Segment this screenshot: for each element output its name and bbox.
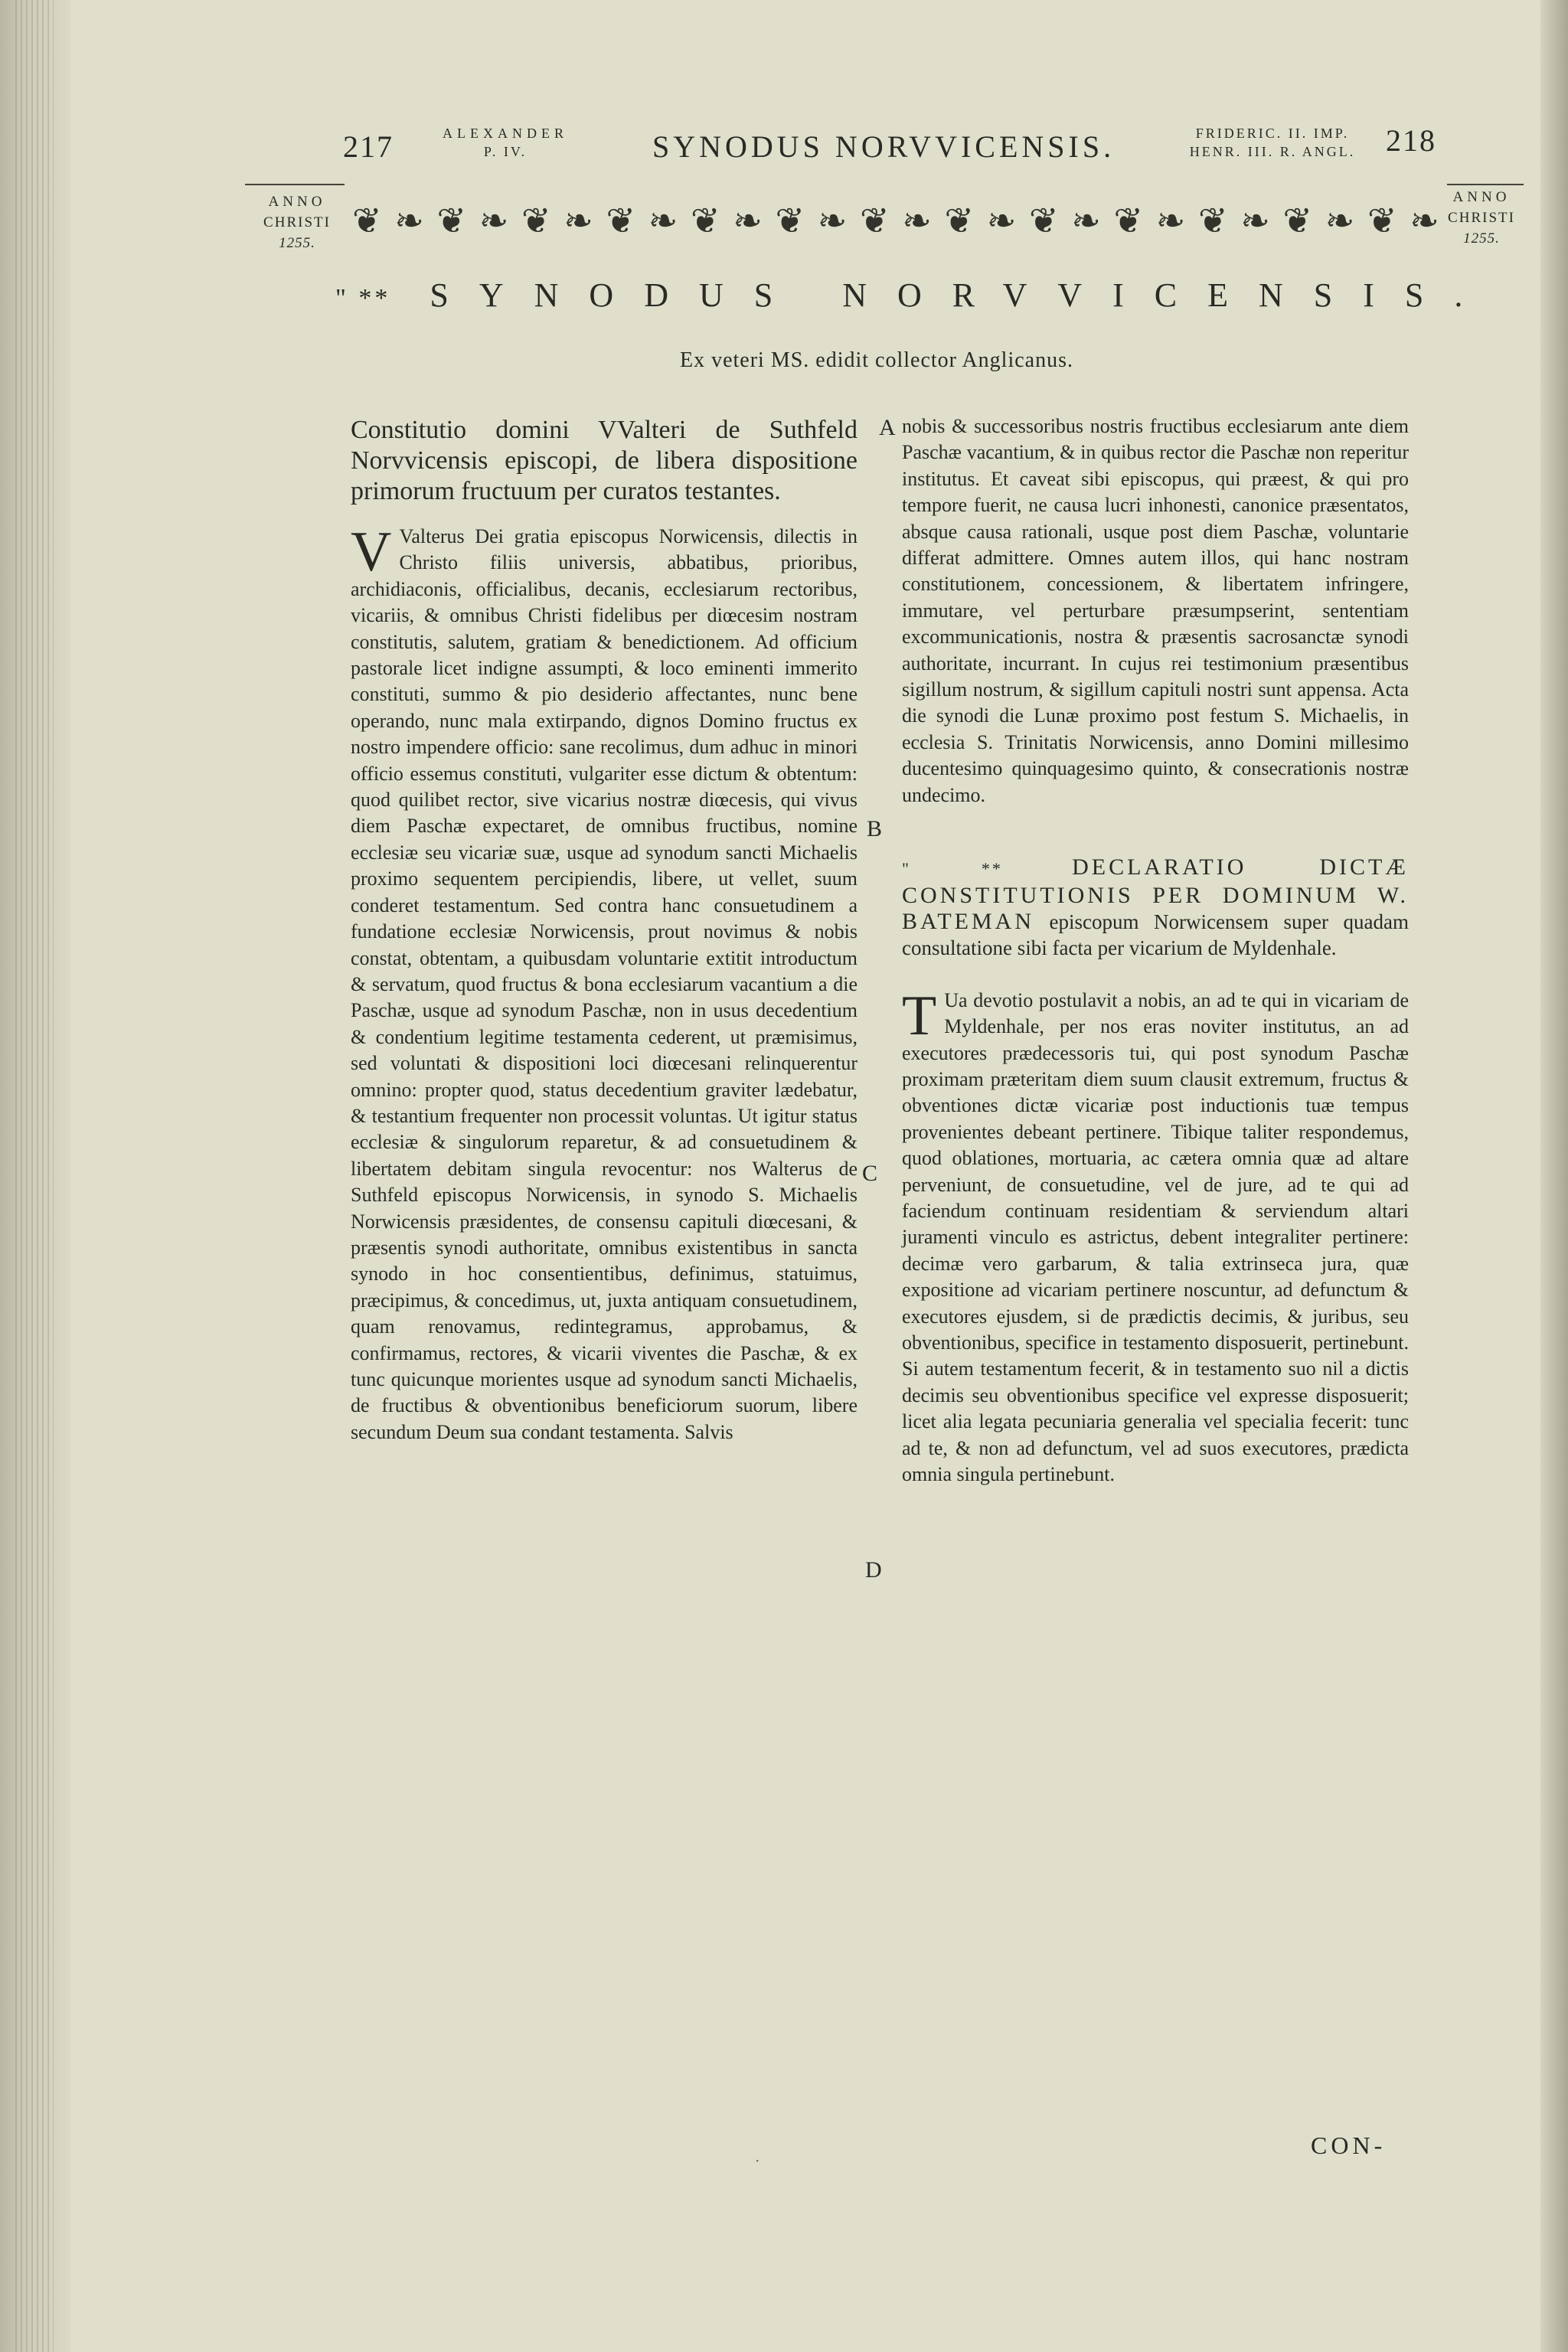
fleuron-icon: ❦	[1367, 200, 1397, 241]
margin-anno-left: ANNO	[268, 194, 326, 210]
fleuron-icon: ❦	[860, 200, 890, 241]
fleuron-icon: ❧	[1071, 200, 1101, 241]
fleuron-icon: ❦	[436, 200, 467, 241]
running-title: SYNODUS NORVVICENSIS.	[652, 129, 1116, 164]
fleuron-icon: ❧	[564, 200, 593, 241]
paper-speck: ·	[755, 2151, 760, 2170]
fleuron-icon: ❦	[606, 200, 636, 241]
title-text: SYNODUS NORVVICENSIS.	[430, 276, 1494, 314]
fleuron-icon: ❦	[691, 200, 720, 241]
main-title	[335, 276, 1494, 315]
fleuron-icon: ❦	[944, 200, 975, 241]
margin-year-left	[243, 191, 351, 253]
constitution-heading: Constitutio domini VValteri de Suthfeld Norvvicensis episcopi, de libera dispositione primorum fructuum per curatos testantes.	[351, 416, 858, 505]
fleuron-icon: ❦	[1198, 200, 1228, 241]
dropcap-t: T	[902, 984, 937, 1047]
section-letter-b: B	[867, 816, 883, 841]
declaration-text: Ua devotio postulavit a nobis, an ad te qui in vicariam de Myldenhale, per nos eras noviter institutus, an ad executores prædecessoris tui, qui post synodum Paschæ proximam præteritam diem suum clausit extremum, fructus & obventiones dictæ vicariæ post inductionis tuæ tempus provenientes debeant pertinere. Tibique taliter respondemus, quod oblationes, mortuaria, ac cætera omnia quæ ad altare perveniunt, de consuetudine, vel de jure, ad te qui ad faciendum continuam residentiam & serviendum altari juramenti vinculo es astrictus, debent integraliter pertinere: decimæ vero garbarum, & talia extrinseca jura, quæ expositione ad vicariam pertinere noscuntur, ad defunctum & executores ejusdem, si de prædictis decimis, & juribus, seu obventionibus, specifice in testamento disposuerit, pertinebunt. Si autem testamentum fecerit, & in testamento suo nil a dictis decimis seu obventionibus specifice vel expresse disposuerit; licet alia legata pecuniaria generalia vel specialia fecerit: tunc ad te, & non ad defunctum, vel ad suos executores, prædicta omnia singula pertinebunt.	[902, 988, 1409, 1486]
fleuron-icon: ❧	[986, 200, 1017, 241]
fleuron-icon: ❧	[902, 200, 932, 241]
fleuron-icon: ❦	[352, 200, 382, 241]
fleuron-icon: ❦	[1113, 200, 1144, 241]
fleuron-icon: ❧	[733, 200, 763, 241]
fleuron-icon: ❦	[1029, 200, 1059, 241]
catchword: CON-	[1311, 2132, 1387, 2159]
declaration-heading	[902, 854, 1409, 962]
fleuron-icon: ❦	[521, 200, 551, 241]
king-name: HENR. III. R. ANGL.	[1189, 144, 1356, 159]
dropcap-v: V	[351, 521, 392, 583]
margin-christi-left: CHRISTI	[263, 214, 331, 230]
declaration-body	[902, 984, 1409, 1488]
right-column	[902, 413, 1409, 1488]
book-spine-edge	[0, 0, 70, 2352]
margin-year-value-right: 1255.	[1463, 230, 1500, 247]
page-number-right: 218	[1386, 123, 1436, 158]
section-letter-a: A	[879, 415, 896, 440]
page-number-left: 217	[343, 129, 394, 164]
margin-anno-right: ANNO	[1452, 189, 1511, 205]
fleuron-icon: ❧	[817, 200, 848, 241]
margin-year-right	[1439, 187, 1524, 249]
fleuron-icon: ❧	[394, 200, 424, 241]
fleuron-icon: ❧	[479, 200, 509, 241]
constitution-continuation: nobis & successoribus nostris fructibus ecclesiarum ante diem Paschæ vacantium, & in quibus rector die Paschæ non reperitur institutus. Et caveat sibi episcopus, qui præest, & qui pro tempore fuerit, ne causa lucri inhonesti, canonice præsentatos, absque causa rationali, usque post diem Paschæ, voluntarie differat admittere. Omnes autem illos, qui hanc nostram constitutionem, concessionem, & libertatem infringere, immutare, vel perturbare præsumpserint, sententiam excommunicationis, nostra & præsentis sacrosanctæ synodi authoritate, incurrant. In cujus rei testimonium præsentibus sigillum nostrum, & sigillum capituli nostri sunt appensa. Acta die synodi die Lunæ proximo post festum S. Michaelis, in ecclesia S. Trinitatis Norwicensis, anno Domini millesimo ducentesimo quinquagesimo quinto, & consecrationis nostræ undecimo.	[902, 415, 1409, 806]
constitution-body	[351, 521, 858, 1446]
margin-rule-left	[245, 184, 345, 185]
declaration-title: DECLARATIO DICTÆ CONSTITUTIONIS PER DOMINUM W. BATEMAN	[902, 854, 1409, 934]
section-letter-d: D	[865, 1557, 882, 1583]
fleuron-icon: ❧	[1325, 200, 1355, 241]
margin-christi-right: CHRISTI	[1448, 210, 1515, 226]
pope-name: ALEXANDER	[443, 126, 568, 141]
page-right-edge	[1540, 0, 1568, 2352]
emperor-name: FRIDERIC. II. IMP.	[1195, 126, 1350, 141]
fleuron-icon: ❧	[1240, 200, 1270, 241]
fleuron-icon: ❧	[1155, 200, 1186, 241]
ornamental-border	[352, 198, 1439, 243]
source-note: Ex veteri MS. edidit collector Anglicanus.	[679, 348, 1073, 372]
fleuron-icon: ❦	[775, 200, 805, 241]
constitution-text: Valterus Dei gratia episcopus Norwicensis, dilectis in Christo filiis universis, abbatibus, prioribus, archidiaconis, officialibus, decanis, ecclesiarum rectoribus, vicariis, & omnibus Christi fidelibus per diœcesim nostram constitutis, salutem, gratiam & benedictionem. Ad officium pastorale licet indigne assumpti, & loco eminenti immerito constituti, summo & pio desiderio affectantes, nunc bene operando, nunc mala extirpando, dignos Domino fructus ex nostro impendere officio: sane recolimus, dum adhuc in minori officio essemus constituti, vulgariter esse dictum & obtentum: quod quilibet rector, sive vicarius nostræ diœcesis, qui vivus diem Paschæ expectaret, de omnibus fructibus, nomine ecclesiæ seu vicariæ suæ, usque ad synodum sancti Michaelis proximo sequentem percipiendis, libere, ut vellet, suum conderet testamentum. Sed contra hanc consuetudinem a fundatione ecclesiæ Norwicensis, prout novimus & nobis constat, obtentam, a quibusdam voluntarie extitit introductum & servatum, quod fructus & bona ecclesiarum vacantium a die Paschæ, usque ad synodum Paschæ, non in usus decedentium & condentium legitime testamenta cederent, ut præmisimus, sed voluntati & dispositioni loci diœcesani relinquerentur omnino: propter quod, status decedentium graviter lædebatur, & testantium frequenter non processit voluntas. Ut igitur status ecclesiæ & singulorum reparetur, & ad consuetudinem & libertatem debitam singula revocentur: nos Walterus de Suthfeld episcopus Norwicensis, in synodo S. Michaelis Norwicensis præsidentes, de consensu capituli diœcesani, & præsentis synodi authoritate, omnibus existentibus in sancta synodo in hoc consentientibus, definimus, statuimus, præcipimus, & concedimus, ut, juxta antiquam consuetudinem, quam renovamus, redintegramus, approbamus, & confirmamus, rectores, & vicarii viventes die Paschæ, & ex tunc quicunque morientes usque ad synodum sancti Michaelis, de fructibus & obventionibus beneficiorum suorum, libere secundum Deum sua condant testamenta. Salvis	[351, 525, 858, 1443]
pope-number: P. IV.	[483, 144, 528, 159]
ruler-header	[1158, 124, 1387, 161]
left-column	[351, 415, 858, 1446]
declaration-rest: episcopum Norwicensem super quadam consultatione sibi facta per vicarium de Myldenhale.	[902, 910, 1409, 960]
title-marks: " **	[335, 284, 391, 312]
declaration-marks: " **	[902, 859, 1003, 879]
margin-rule-right	[1447, 184, 1524, 185]
section-letter-c: C	[862, 1161, 878, 1186]
fleuron-icon: ❧	[1410, 200, 1439, 241]
pope-header	[429, 124, 582, 161]
margin-year-value-left: 1255.	[279, 235, 315, 251]
fleuron-icon: ❦	[1282, 200, 1313, 241]
fleuron-icon: ❧	[648, 200, 678, 241]
